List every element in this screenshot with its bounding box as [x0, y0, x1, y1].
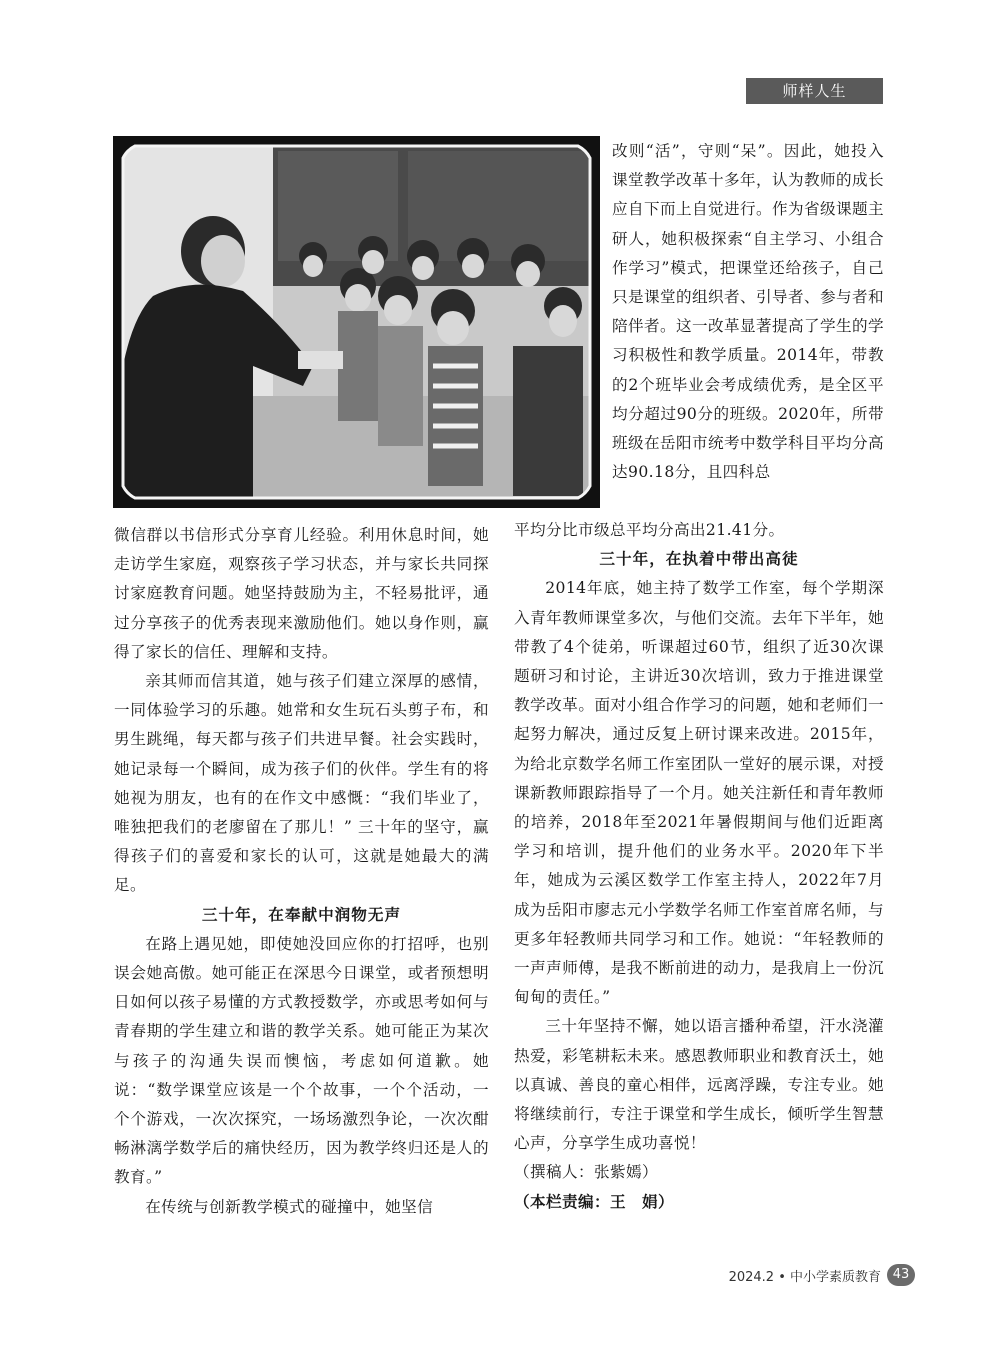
paragraph: 三十年坚持不懈，她以语言播种希望，汗水浇灌热爱，彩笔耕耘未来。感恩教师职业和教育沃土，她以真诚、善良的童心相伴，远离浮躁，专注专业。她将继续前行，专注于课堂和学生成长，倾听学生智慧心声，分享学生成功喜悦！ [514, 1017, 884, 1153]
article-column-right-bottom [514, 516, 884, 1217]
paragraph: 在路上遇见她，即使她没回应你的打招呼，也别误会她高傲。她可能正在深思今日课堂，或者预想明日如何以孩子易懂的方式教授数学，亦或思考如何与青春期的学生建立和谐的教学关系。她可能正为某次与孩子的沟通失误而懊恼，考虑如何道歉。她说：“数学课堂应该是一个个故事，一个个活动，一个个游戏，一次次探究，一场场激烈争论，一次次酣畅淋漓学数学后的痛快经历，因为教学终归还是人的教育。” [114, 934, 489, 1187]
paragraph: 微信群以书信形式分享育儿经验。利用休息时间，她走访学生家庭，观察孩子学习状态，并与家长共同探讨家庭教育问题。她坚持鼓励为主，不轻易批评，通过分享孩子的优秀表现来激励他们。她以身作则，赢得了家长的信任、理解和支持。 [114, 526, 489, 661]
column-editor: （本栏责编：王 娟） [514, 1192, 674, 1211]
page-number: 43 [887, 1264, 915, 1286]
paragraph: 平均分比市级总平均分高出21.41分。 [514, 521, 785, 539]
paragraph: 在传统与创新教学模式的碰撞中，她坚信 [145, 1197, 434, 1216]
paragraph: 改则“活”，守则“呆”。因此，她投入课堂教学改革十多年，认为教师的成长应自下而上自觉进行。作为省级课题主研人，她积极探索“自主学习、小组合作学习”模式，把课堂还给孩子，自己只是课堂的组织者、引导者、参与者和陪伴者。这一改革显著提高了学生的学习积极性和教学质量。2014年，带教的2个班毕业会考成绩优秀，是全区平均分超过90分的班级。2020年，所带班级在岳阳市统考中数学科目平均分高达90.18分，且四科总 [612, 142, 884, 482]
paragraph: 亲其师而信其道，她与孩子们建立深厚的感情，一同体验学习的乐趣。她常和女生玩石头剪子布，和男生跳绳，每天都与孩子们共进早餐。社会实践时，她记录每一个瞬间，成为孩子们的伙伴。学生有的将她视为朋友，也有的在作文中感慨：“我们毕业了，唯独把我们的老廖留在了那儿！” 三十年的坚守，赢得孩子们的喜爱和家长的认可，这就是她最大的满足。 [114, 672, 489, 895]
page-footer [700, 1264, 915, 1286]
author-byline: （撰稿人：张紫嫣） [514, 1163, 658, 1182]
paragraph: 2014年底，她主持了数学工作室，每个学期深入青年教师课堂多次，与他们交流。去年下半年，她带教了4个徒弟，听课超过60节，组织了近30次课题研习和讨论，主讲近30次培训，致力于推进课堂教学改革。面对小组合作学习的问题，她和老师们一起努力解决，通过反复上研讨课来改进。2015年，为给北京数学名师工作室团队一堂好的展示课，对授课新教师跟踪指导了一个月。她关注新任和青年教师的培养，2018年至2021年暑假期间与他们近距离学习和培训，提升他们的业务水平。2020年下半年，她成为云溪区数学工作室主持人，2022年7月成为岳阳市廖志元小学数学名师工作室首席名师，与更多年轻教师共同学习和工作。她说：“年轻教师的一声声师傅，是我不断前进的动力，是我肩上一份沉甸甸的责任。” [514, 579, 884, 1007]
article-column-left [114, 521, 489, 1222]
section-tab: 师样人生 [746, 78, 883, 104]
photo-teacher-students-icon [113, 136, 600, 508]
section-heading: 三十年，在执着中带出高徒 [599, 550, 799, 569]
issue-info: 2024.2 • 中小学素质教育 [728, 1269, 881, 1285]
article-photo [113, 136, 600, 508]
article-column-right-top [612, 137, 884, 487]
section-heading: 三十年，在奉献中润物无声 [201, 905, 402, 924]
